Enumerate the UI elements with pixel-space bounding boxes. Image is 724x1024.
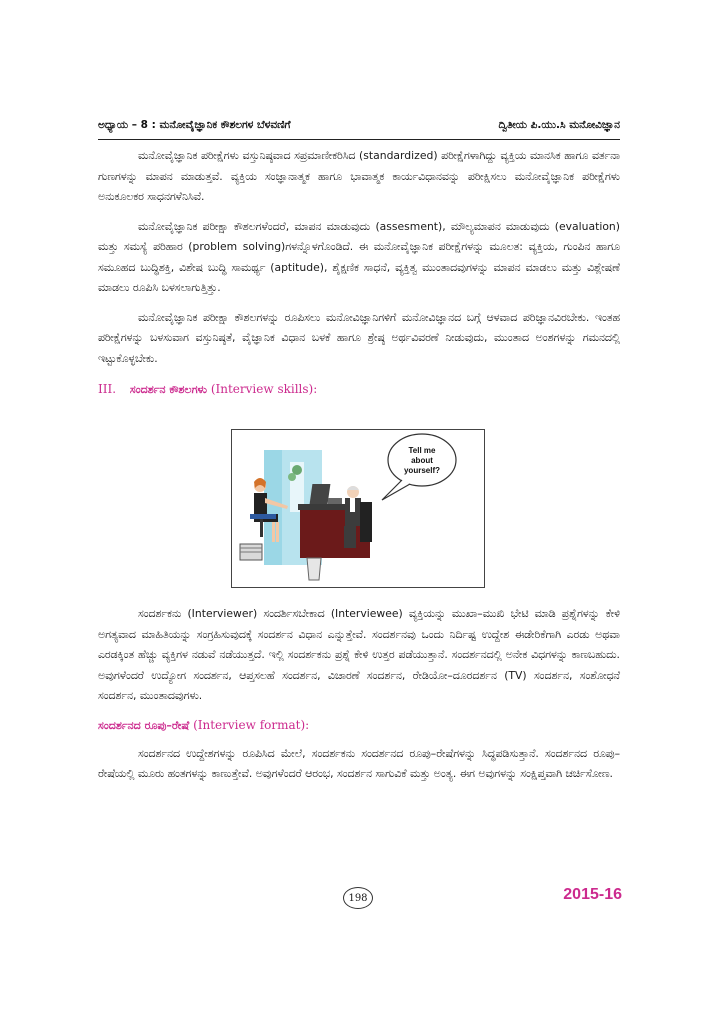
section-number: III. (98, 382, 117, 396)
section-heading-interview-format (98, 715, 620, 736)
speech-line-2: about (411, 456, 433, 465)
interview-illustration (231, 429, 485, 588)
body-text-bottom (98, 604, 620, 793)
interviewer-leg (344, 526, 356, 548)
format-title-kannada: ಸಂದರ್ಶನದ ರೂಪು–ರೇಷೆ (98, 718, 190, 732)
paragraph-tests-intro: ಮನೋವೈಜ್ಞಾನಿಕ ಪರೀಕ್ಷೆಗಳು ವಸ್ತುನಿಷ್ಠವಾದ ಸಪ್ರಮಾಣೀಕರಿಸಿದ (standardized) ಪರೀಕ್ಷೆಗಳಾಗಿದ್ದು ವ್ಯಕ್ತಿಯ ಮಾನಸಿಕ ಹಾಗೂ ವರ್ತನಾ ಗುಣಗಳನ್ನು ಮಾಪನ ಮಾಡುತ್ತವೆ. ವ್ಯಕ್ತಿಯ ಸಂಜ್ಞಾನಾತ್ಮಕ ಹಾಗೂ ಭಾವಾತ್ಮಕ ಕಾರ್ಯವಿಧಾನವನ್ನು ಪರೀಕ್ಷಿಸಲು ಮನೋವೈಜ್ಞಾನಿಕ ಪರೀಕ್ಷೆಗಳು ಅನುಕೂಲಕರ ಸಾಧನಗಳೆನಿಸಿವೆ. (98, 149, 620, 203)
section-title-english: (Interview skills): (210, 382, 318, 396)
interviewee-body (254, 493, 267, 515)
interviewee-leg (276, 522, 279, 542)
interviewee-leg (272, 522, 275, 542)
body-text-top (98, 146, 620, 400)
edition-year: 2015-16 (563, 886, 622, 903)
speech-bubble-tail (382, 480, 410, 500)
section-heading-interview-skills (98, 379, 620, 400)
paragraph-interview-definition: ಸಂದರ್ಶಕನು (Interviewer) ಸಂದರ್ಶಿಸಬೇಕಾದ (Interviewee) ವ್ಯಕ್ತಿಯನ್ನು ಮುಖಾ–ಮುಖಿ ಭೇಟಿ ಮಾಡಿ ಪ್ರಶ್ನೆಗಳನ್ನು ಕೇಳಿ ಅಗತ್ಯವಾದ ಮಾಹಿತಿಯನ್ನು ಸಂಗ್ರಹಿಸುವುದಕ್ಕೆ ಸಂದರ್ಶನ ವಿಧಾನ ಎನ್ನುತ್ತೇವೆ. ಸಂದರ್ಶನವು ಒಂದು ನಿರ್ದಿಷ್ಟ ಉದ್ದೇಶ ಈಡೇರಿಕೆಗಾಗಿ ಎರಡು ಅಥವಾ ಎರಡಕ್ಕಿಂತ ಹೆಚ್ಚು ವ್ಯಕ್ತಿಗಳ ನಡುವೆ ನಡೆಯುತ್ತದೆ. ಇಲ್ಲಿ ಸಂದರ್ಶಕನು ಪ್ರಶ್ನೆ ಕೇಳಿ ಉತ್ತರ ಪಡೆಯುತ್ತಾನೆ. ಸಂದರ್ಶನದಲ್ಲಿ ಅನೇಕ ವಿಧಗಳನ್ನು ಕಾಣಬಹುದು. ಅವುಗಳೆಂದರೆ ಉದ್ಯೋಗ ಸಂದರ್ಶನ, ಆಪ್ತಸಲಹೆ ಸಂದರ್ಶನ, ವಿಚಾರಣೆ ಸಂದರ್ಶನ, ರೇಡಿಯೋ–ದೂರದರ್ಶನ (TV) ಸಂದರ್ಶನ, ಸಂಶೋಧನೆ ಸಂದರ್ಶನ, ಮುಂತಾದವುಗಳು. (98, 607, 620, 702)
keyboard-icon (328, 498, 342, 504)
speech-line-1: Tell me (408, 446, 436, 455)
header-rule (98, 139, 620, 140)
speech-line-3: yourself? (403, 466, 441, 475)
interviewer-chair (360, 502, 372, 542)
interviewer-hair (347, 486, 359, 490)
plant-icon (288, 473, 296, 481)
wastebasket-icon (307, 558, 321, 580)
header-chapter: ಅಧ್ಯಾಯ – 8 : ಮನೋವೈಜ್ಞಾನಿಕ ಕೌಶಲಗಳ ಬೆಳವಣಿಗೆ (98, 119, 291, 131)
section-title-kannada: ಸಂದರ್ಶನ ಕೌಶಲಗಳು (129, 383, 207, 396)
paragraph-interview-format: ಸಂದರ್ಶನದ ಉದ್ದೇಶಗಳನ್ನು ರೂಪಿಸಿದ ಮೇಲೆ, ಸಂದರ್ಶಕನು ಸಂದರ್ಶನದ ರೂಪು–ರೇಷೆಗಳನ್ನು ಸಿದ್ಧಪಡಿಸುತ್ತಾನೆ. ಸಂದರ್ಶನದ ರೂಪು–ರೇಷೆಯಲ್ಲಿ ಮೂರು ಹಂತಗಳನ್ನು ಕಾಣುತ್ತೇವೆ. ಅವುಗಳೆಂದರೆ ಆರಂಭ, ಸಂದರ್ಶನ ಸಾಗುವಿಕೆ ಮತ್ತು ಅಂತ್ಯ. ಈಗ ಅವುಗಳನ್ನು ಸಂಕ್ಷಿಪ್ತವಾಗಿ ಚರ್ಚಿಸೋಣ. (98, 746, 620, 780)
interviewee-chair (250, 514, 276, 519)
interviewer-shirt (350, 498, 355, 512)
running-header (98, 119, 620, 132)
monitor-icon (310, 484, 331, 504)
chair-leg (260, 519, 263, 537)
format-title-english: (Interview format): (193, 717, 310, 732)
paragraph-test-requirements: ಮನೋವೈಜ್ಞಾನಿಕ ಪರೀಕ್ಷಾ ಕೌಶಲಗಳನ್ನು ರೂಪಿಸಲು ಮನೋವಿಜ್ಞಾನಿಗಳಿಗೆ ಮನೋವಿಜ್ಞಾನದ ಬಗ್ಗೆ ಆಳವಾದ ಪರಿಜ್ಞಾನವಿರಬೇಕು. ಇಂತಹ ಪರೀಕ್ಷೆಗಳನ್ನು ಬಳಸುವಾಗ ವಸ್ತುನಿಷ್ಠತೆ, ವೈಜ್ಞಾನಿಕ ವಿಧಾನ ಬಳಕೆ ಹಾಗೂ ಶ್ರೇಷ್ಠ ಅರ್ಥವಿವರಣೆ ನೀಡುವುದು, ಮುಂತಾದ ಅಂಶಗಳನ್ನು ಗಮನದಲ್ಲಿ ಇಟ್ಟುಕೊಳ್ಳಬೇಕು. (98, 310, 620, 365)
header-book: ದ್ವಿತೀಯ ಪಿ.ಯು.ಸಿ ಮನೋವಿಜ್ಞಾನ (498, 119, 620, 131)
page-number: 198 (343, 887, 373, 909)
interview-scene-drawing (232, 430, 484, 587)
paragraph-test-skills: ಮನೋವೈಜ್ಞಾನಿಕ ಪರೀಕ್ಷಾ ಕೌಶಲಗಳೆಂದರೆ, ಮಾಪನ ಮಾಡುವುದು (assesment), ಮೌಲ್ಯಮಾಪನ ಮಾಡುವುದು (evaluation) ಮತ್ತು ಸಮಸ್ಯೆ ಪರಿಹಾರ (problem solving)ಗಳನ್ನೊಳಗೊಂಡಿದೆ. ಈ ಮನೋವೈಜ್ಞಾನಿಕ ಪರೀಕ್ಷೆಗಳನ್ನು ಮೂಲತ: ವ್ಯಕ್ತಿಯ, ಗುಂಪಿನ ಹಾಗೂ ಸಮೂಹದ ಬುದ್ಧಿಶಕ್ತಿ, ವಿಶೇಷ ಬುದ್ಧಿ ಸಾಮರ್ಥ್ಯ (aptitude), ಶೈಕ್ಷಣಿಕ ಸಾಧನೆ, ವ್ಯಕ್ತಿತ್ವ ಮುಂತಾದವುಗಳನ್ನು ಮಾಪನ ಮಾಡಲು ಮತ್ತು ವಿಶ್ಲೇಷಣೆ ಮಾಡಲು ರೂಪಿಸಿ ಬಳಸಲಾಗುತ್ತಿತ್ತು. (98, 219, 620, 294)
